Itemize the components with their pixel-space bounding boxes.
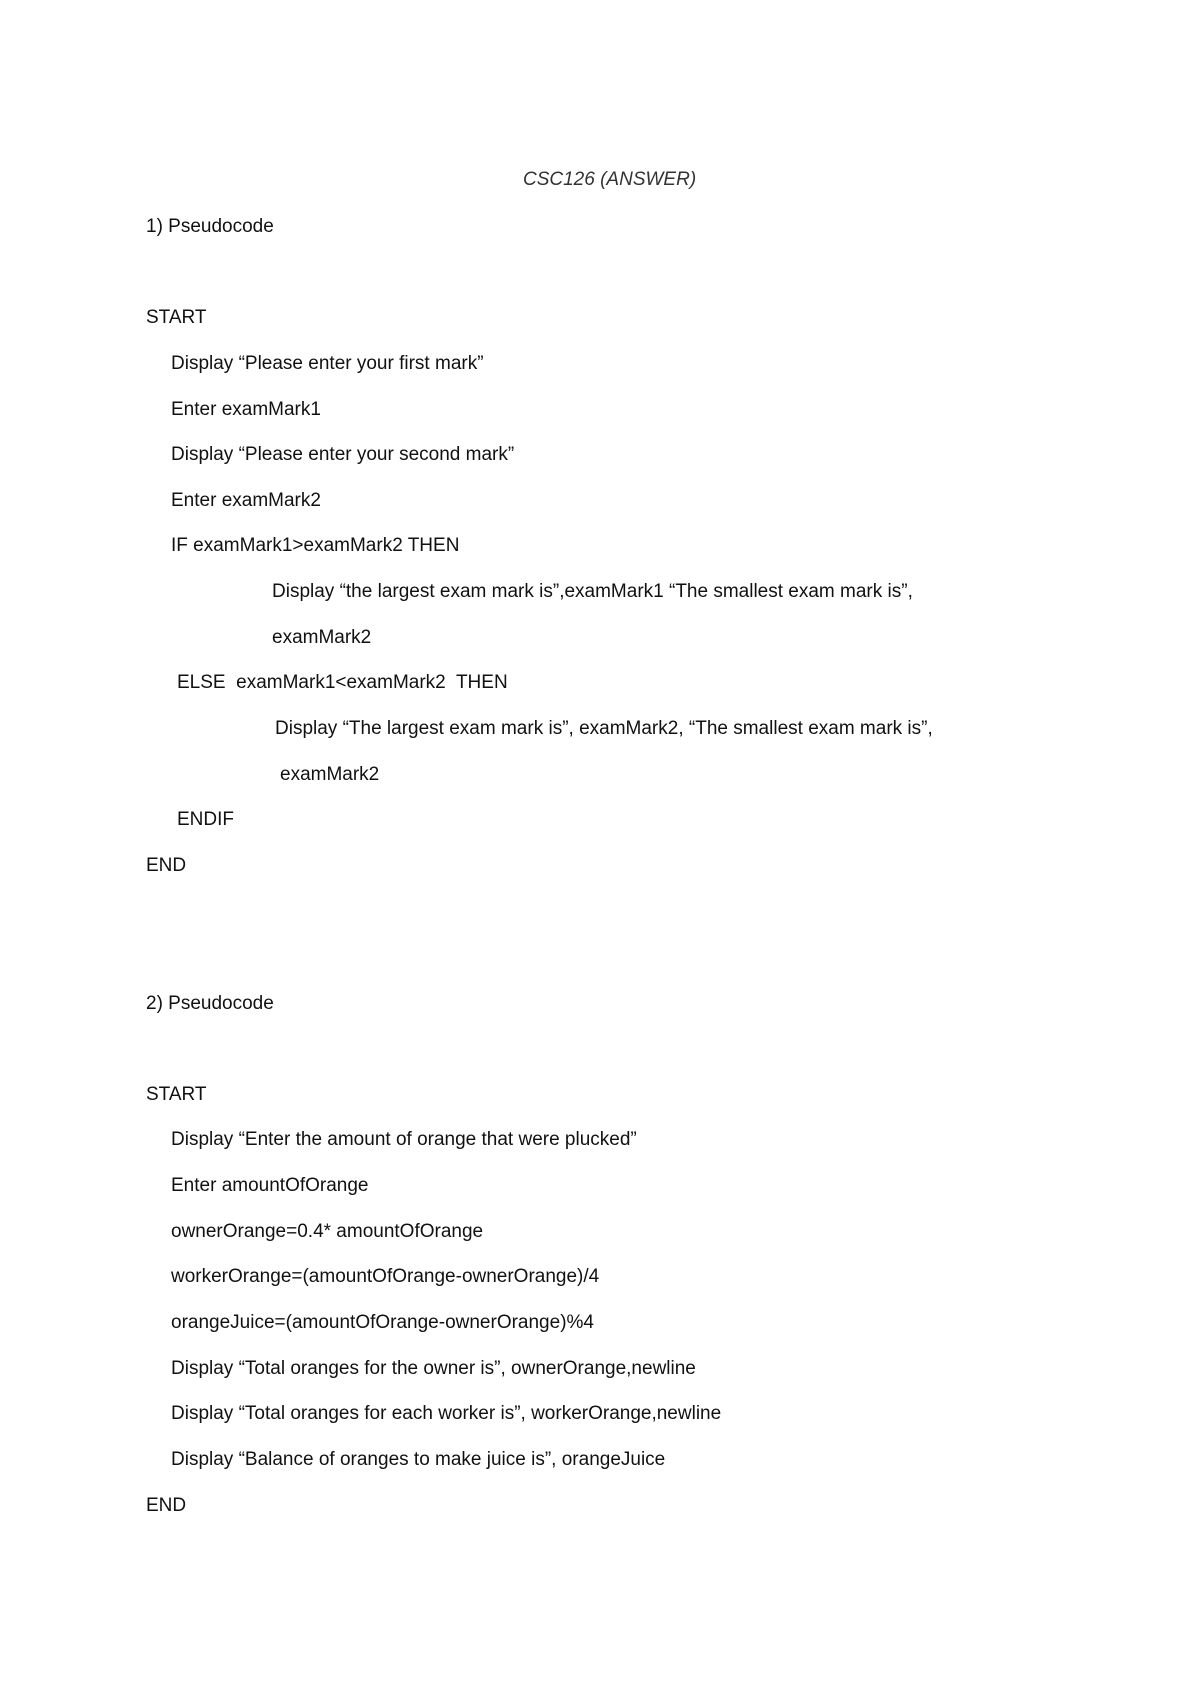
code-line: Enter examMark2: [171, 490, 321, 511]
code-line: Display “Please enter your second mark”: [171, 444, 515, 465]
document-title: CSC126 (ANSWER): [523, 169, 697, 190]
code-line: ENDIF: [177, 809, 234, 830]
code-line: Display “Enter the amount of orange that were plucked”: [171, 1129, 637, 1150]
code-line: Display “the largest exam mark is”,examMark1 “The smallest exam mark is”,: [272, 581, 913, 602]
code-line: START: [146, 307, 207, 328]
code-line: examMark2: [272, 627, 372, 648]
code-line: Display “Balance of oranges to make juice is”, orangeJuice: [171, 1449, 666, 1470]
code-line: orangeJuice=(amountOfOrange-ownerOrange)%4: [171, 1312, 594, 1333]
code-line: END: [146, 855, 187, 876]
code-line: START: [146, 1084, 207, 1105]
code-line: workerOrange=(amountOfOrange-ownerOrange)/4: [171, 1266, 600, 1287]
section2-heading: 2) Pseudocode: [146, 993, 274, 1014]
code-line: Display “Total oranges for each worker is”, workerOrange,newline: [171, 1403, 722, 1424]
section1-heading: 1) Pseudocode: [146, 216, 274, 237]
code-line: Enter amountOfOrange: [171, 1175, 369, 1196]
code-line: ownerOrange=0.4* amountOfOrange: [171, 1221, 484, 1242]
code-line: Display “The largest exam mark is”, examMark2, “The smallest exam mark is”,: [275, 718, 933, 739]
code-line: examMark2: [280, 764, 380, 785]
code-line: Display “Total oranges for the owner is”, ownerOrange,newline: [171, 1358, 696, 1379]
code-line: ELSE examMark1<examMark2 THEN: [177, 672, 508, 693]
code-line: IF examMark1>examMark2 THEN: [171, 535, 460, 556]
code-line: Display “Please enter your first mark”: [171, 353, 484, 374]
code-line: END: [146, 1495, 187, 1516]
code-line: Enter examMark1: [171, 399, 321, 420]
